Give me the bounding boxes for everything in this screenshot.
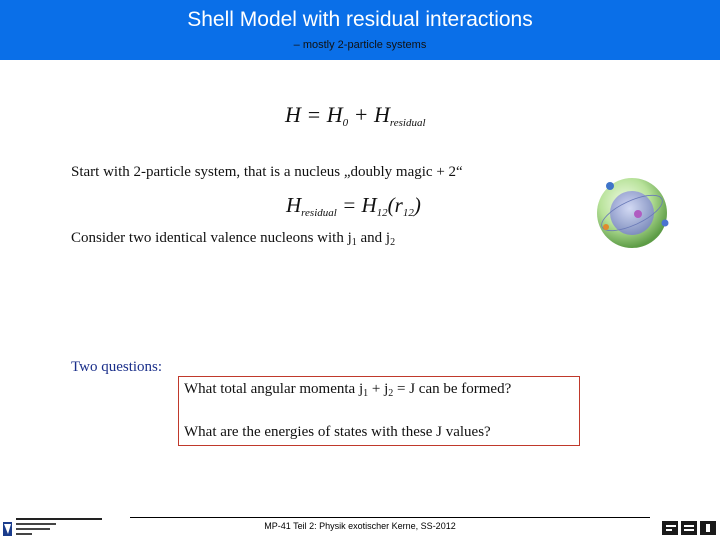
eq2-sub12: 12 [376,207,388,219]
eq1-sub-residual: residual [389,117,426,129]
valence-particle-4 [603,224,609,230]
title-bar [0,0,720,60]
eq2-eq: = H [336,193,377,217]
questions-label: Two questions: [71,359,163,375]
footer-rule [130,517,650,518]
gsi-logo [662,520,718,536]
q1-post: = J can be formed? [393,381,512,397]
inner-core [610,191,654,235]
footer-text: MP-41 Teil 2: Physik exotischer Kerne, SS-2012 [264,521,456,531]
valence-particle-1 [606,182,614,190]
slide-subtitle: – mostly 2-particle systems [293,39,427,51]
questions-box [178,376,580,446]
q1-sub1: 1 [363,388,369,399]
eq1-sub0: 0 [342,117,349,129]
eq2-arg-sub: 12 [402,207,414,219]
eq2-h: H [286,193,302,217]
slide-title: Shell Model with residual interactions [187,8,533,31]
valence-mid: and j [356,230,391,246]
valence-sub2: 2 [390,237,396,248]
q1-mid: + j [368,381,389,397]
eq1-plus: + H [348,102,390,127]
eq2-arg-open: (r [387,193,403,217]
question-2: What are the energies of states with these J values? [184,424,491,440]
eq2-arg-close: ) [413,193,421,217]
q1-sub2: 2 [388,388,394,399]
valence-particle-3 [662,220,669,227]
residual-equation [286,193,421,219]
intro-line: Start with 2-particle system, that is a nucleus „doubly magic + 2“ [71,164,463,180]
valence-particle-2 [634,210,642,218]
valence-line [71,230,395,248]
hamiltonian-equation [285,102,426,129]
eq1-lhs: H = H [285,102,343,127]
q1-pre: What total angular momenta j [184,381,364,397]
valence-sub1: 1 [351,237,357,248]
valence-pre: Consider two identical valence nucleons with j [71,230,352,246]
nucleus-illustration [594,173,672,251]
eq2-sub-residual: residual [301,207,337,219]
question-1 [184,381,511,399]
